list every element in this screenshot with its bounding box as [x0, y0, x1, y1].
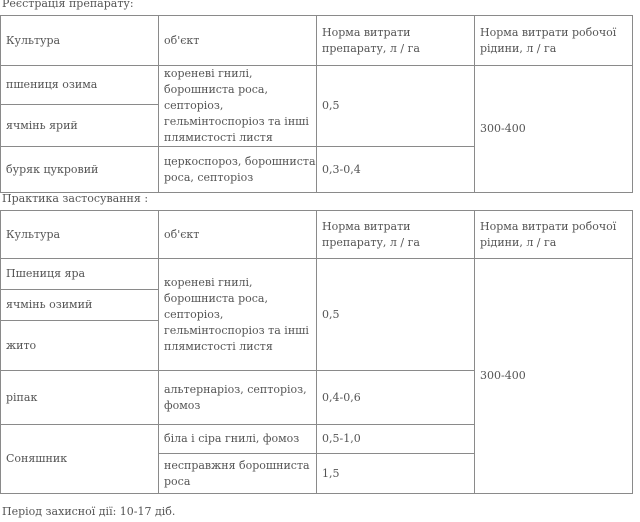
crop-cell: ячмінь ярий	[1, 105, 159, 147]
registration-title: Реєстрація препарату:	[2, 0, 134, 10]
header-liquid-rate: Норма витрати робочої рідини, л / га	[475, 16, 633, 66]
object-cell: несправжня борошниста роса	[159, 454, 317, 494]
header-crop: Культура	[1, 16, 159, 66]
rate-cell: 0,5	[317, 259, 475, 371]
crop-cell: пшениця озима	[1, 66, 159, 105]
practice-title: Практика застосування :	[2, 192, 149, 205]
crop-cell: ріпак	[1, 371, 159, 425]
crop-cell: Соняшник	[1, 425, 159, 494]
object-cell: біла і сіра гнилі, фомоз	[159, 425, 317, 454]
header-object: об'єкт	[159, 211, 317, 259]
registration-table	[0, 15, 633, 193]
header-product-rate: Норма витрати препарату, л / га	[317, 211, 475, 259]
liquid-rate-cell: 300-400	[475, 66, 633, 193]
crop-cell: жито	[1, 321, 159, 371]
object-cell: церкоспороз, борошниста роса, септоріоз	[159, 147, 317, 193]
object-cell: альтернаріоз, септоріоз, фомоз	[159, 371, 317, 425]
liquid-rate-cell: 300-400	[475, 259, 633, 494]
rate-cell: 0,5	[317, 66, 475, 147]
rate-cell: 0,3-0,4	[317, 147, 475, 193]
practice-table	[0, 210, 633, 494]
header-crop: Культура	[1, 211, 159, 259]
object-cell: кореневі гнилі, борошниста роса, септоріоз, гельмінтоспоріоз та інші плямистості листя	[159, 259, 317, 371]
header-liquid-rate: Норма витрати робочої рідини, л / га	[475, 211, 633, 259]
rate-cell: 0,4-0,6	[317, 371, 475, 425]
header-object: об'єкт	[159, 16, 317, 66]
object-cell: кореневі гнилі, борошниста роса, септоріоз, гельмінтоспоріоз та інші плямистості листя	[159, 66, 317, 147]
crop-cell: Пшениця яра	[1, 259, 159, 290]
rate-cell: 1,5	[317, 454, 475, 494]
header-product-rate: Норма витрати препарату, л / га	[317, 16, 475, 66]
crop-cell: буряк цукровий	[1, 147, 159, 193]
rate-cell: 0,5-1,0	[317, 425, 475, 454]
crop-cell: ячмінь озимий	[1, 290, 159, 321]
protection-period: Період захисної дії: 10-17 діб.	[2, 505, 176, 518]
